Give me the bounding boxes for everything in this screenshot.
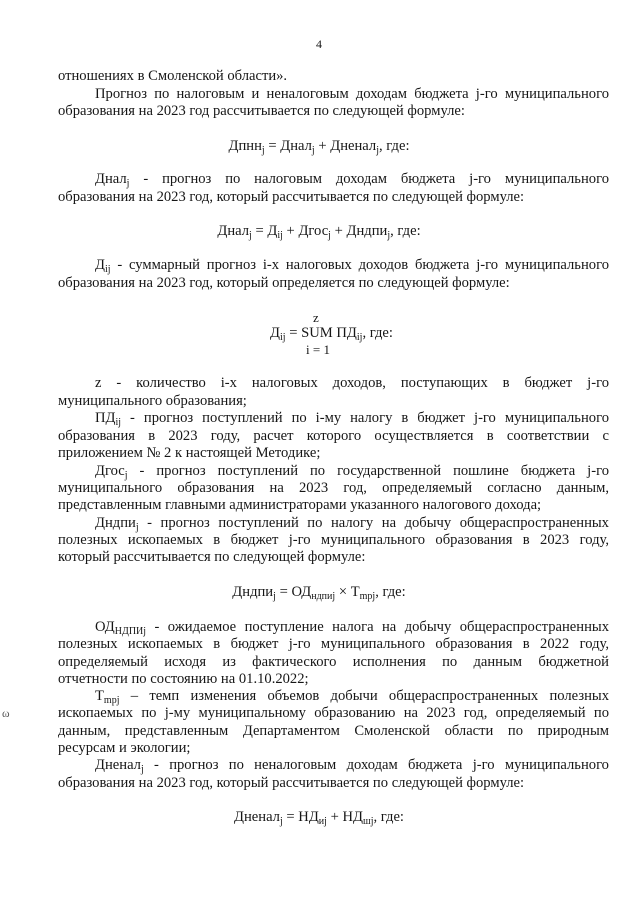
formula-dndpi: Дндпи$_j$ = $ОД_{ндпиj} \times Т_{mpj}$, где: (232, 584, 406, 602)
formula-sum-lower: i = 1 (306, 342, 330, 357)
text-line: определяемый исходя из фактического исполнения по данным бюджетной (58, 654, 609, 670)
page-number: 4 (316, 37, 322, 51)
text-line: образования на 2023 год, который рассчитывается по следующей формуле: (58, 775, 525, 791)
text-line: ресурсам и экологии; (58, 740, 191, 756)
definition-dgos: Дгос$_j$ - прогноз поступлений по государственной пошлине бюджета j-го (95, 463, 609, 481)
definition-odndpi: $ОД_{НДПИj}$ - ожидаемое поступление налога на добычу общераспространенных (95, 619, 609, 637)
text-line: данным, представленным Департаментом Смоленской области по природным (58, 723, 609, 739)
text-line: приложением № 2 к настоящей Методике; (58, 445, 321, 461)
text-line: образования на 2023 год, который рассчитывается по следующей формуле: (58, 189, 525, 205)
text-line: муниципального образования; (58, 393, 247, 409)
definition-dndpi: Дндпи$_j$ - прогноз поступлений по налогу на добычу общераспространенных (95, 515, 609, 533)
text-line: муниципального образования на 2023 год, определяемый согласно данным, (58, 480, 609, 496)
text-line: который рассчитывается по следующей формуле: (58, 549, 366, 565)
text-line: полезных ископаемых в бюджет j-го муниципального образования в 2023 году, (58, 532, 609, 548)
formula-dnal: Днал$_j$ = $Д_{ij}$ + Дгос$_j$ + Дндпи$_j$, где: (217, 223, 421, 241)
text-line: представленным главными администраторами указанного налогового дохода; (58, 497, 542, 513)
text-line: отношениях в Смоленской области». (58, 68, 288, 84)
text-line: полезных ископаемых в бюджет j-го муниципального образования в 2022 году, (58, 636, 609, 652)
text-line: Прогноз по налоговым и неналоговым доходам бюджета j-го муниципального (95, 86, 609, 102)
definition-dnal: Днал$_j$ - прогноз по налоговым доходам бюджета j-го муниципального (95, 171, 609, 189)
definition-dij: $Д_{ij}$ - суммарный прогноз i-х налоговых доходов бюджета j-го муниципального (95, 257, 609, 275)
definition-tmpj: $Т_{mpj}$ – темп изменения объемов добычи общераспространенных полезных (95, 688, 609, 706)
definition-pdij: $ПД_{ij}$ - прогноз поступлений по i-му налогу в бюджет j-го муниципального (95, 410, 609, 428)
formula-sum: $Д_{ij}$ = SUM $ПД_{ij}$, где: (270, 325, 393, 343)
text-line: ископаемых по j-му муниципальному образованию на 2023 год, определяемый по (58, 705, 609, 721)
formula-dpnn: Дпнн$_j$ = Днал$_j$ + Дненал$_j$, где: (228, 138, 410, 156)
margin-mark: ω (2, 708, 10, 720)
text-line: образования в 2023 году, расчет которого осуществляется в соответствии с (58, 428, 609, 444)
text-line: образования на 2023 год рассчитывается по следующей формуле: (58, 103, 465, 119)
text-line: образования на 2023 год, который определяется по следующей формуле: (58, 275, 510, 291)
formula-dnenal: Дненал$_j$ = $НД_{иj} + НД_{шj}$, где: (234, 809, 404, 827)
definition-dnenal: Дненал$_j$ - прогноз по неналоговым доходам бюджета j-го муниципального (95, 757, 609, 775)
text-line: отчетности по состоянию на 01.10.2022; (58, 671, 309, 687)
text-line: z - количество i-х налоговых доходов, поступающих в бюджет j-го (95, 375, 609, 391)
formula-sum-upper: z (313, 310, 319, 325)
